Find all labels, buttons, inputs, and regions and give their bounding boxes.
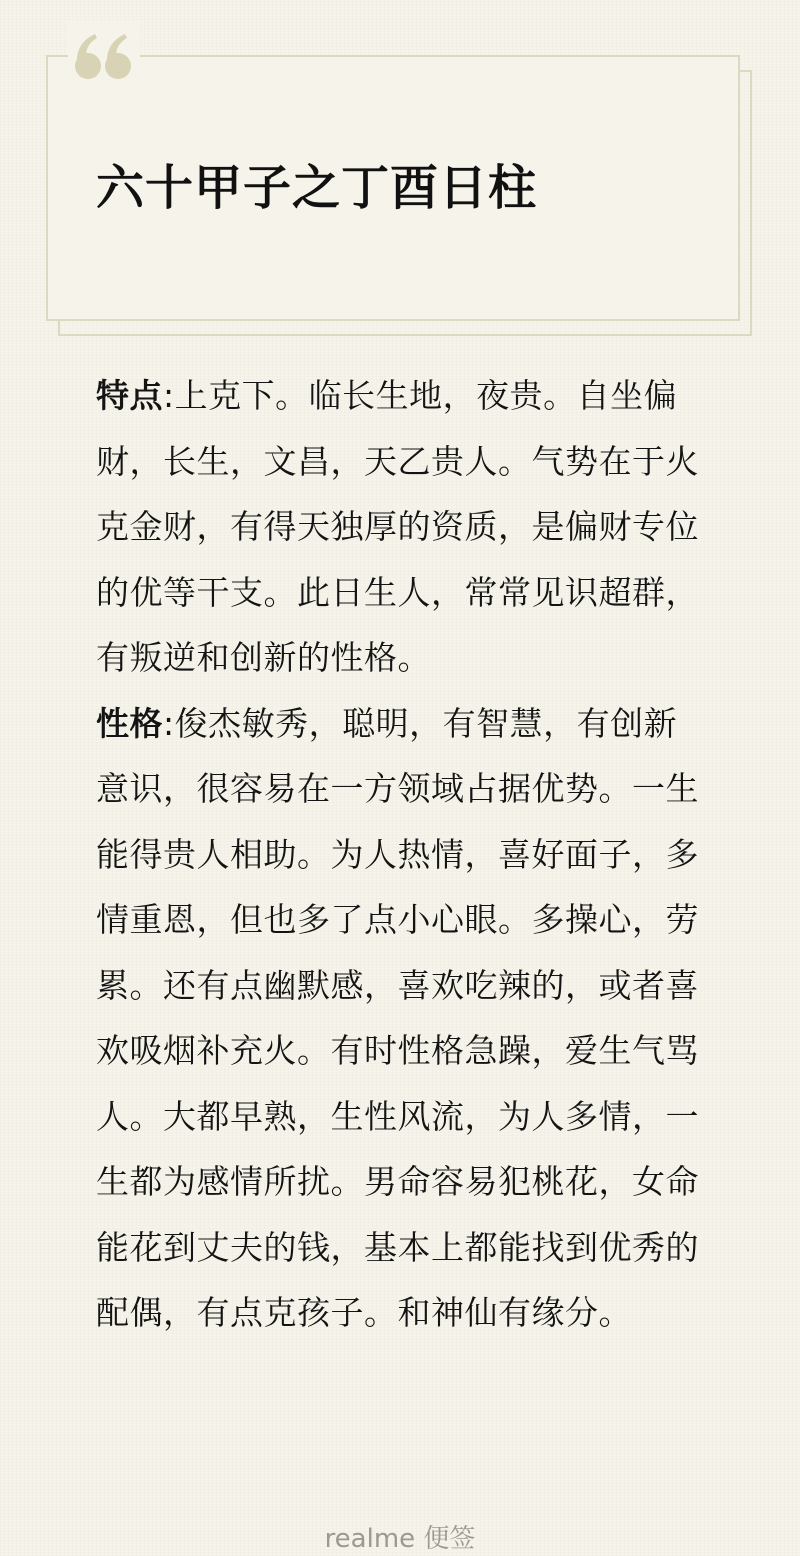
section-text: 俊杰敏秀，聪明，有智慧，有创新意识，很容易在一方领域占据优势。一生能得贵人相助。为人热情，喜好面子，多情重恩，但也多了点小心眼。多操心，劳累。还有点幽默感，喜欢吃辣的，或者喜欢吸烟补充火。有时性格急躁，爱生气骂人。大都早熟，生性风流，为人多情，一生都为感情所扰。男命容易犯桃花，女命能花到丈夫的钱，基本上都能找到优秀的配偶，有点克孩子。和神仙有缘分。: [96, 703, 699, 1332]
section-separator: :: [163, 376, 175, 415]
section-separator: :: [163, 703, 175, 743]
note-title: 六十甲子之丁酉日柱: [96, 160, 538, 216]
quote-mark-icon: [68, 22, 140, 86]
app-watermark: realme 便签: [324, 1524, 476, 1554]
section-personality: [96, 691, 706, 1346]
section-traits: [96, 363, 706, 691]
section-label: 特点: [96, 376, 163, 415]
note-body: [96, 363, 706, 1346]
section-text: 上克下。临长生地，夜贵。自坐偏财，长生，文昌，天乙贵人。气势在于火克金财，有得天独厚的资质，是偏财专位的优等干支。此日生人，常常见识超群，有叛逆和创新的性格。: [96, 376, 699, 677]
section-label: 性格: [96, 703, 163, 743]
